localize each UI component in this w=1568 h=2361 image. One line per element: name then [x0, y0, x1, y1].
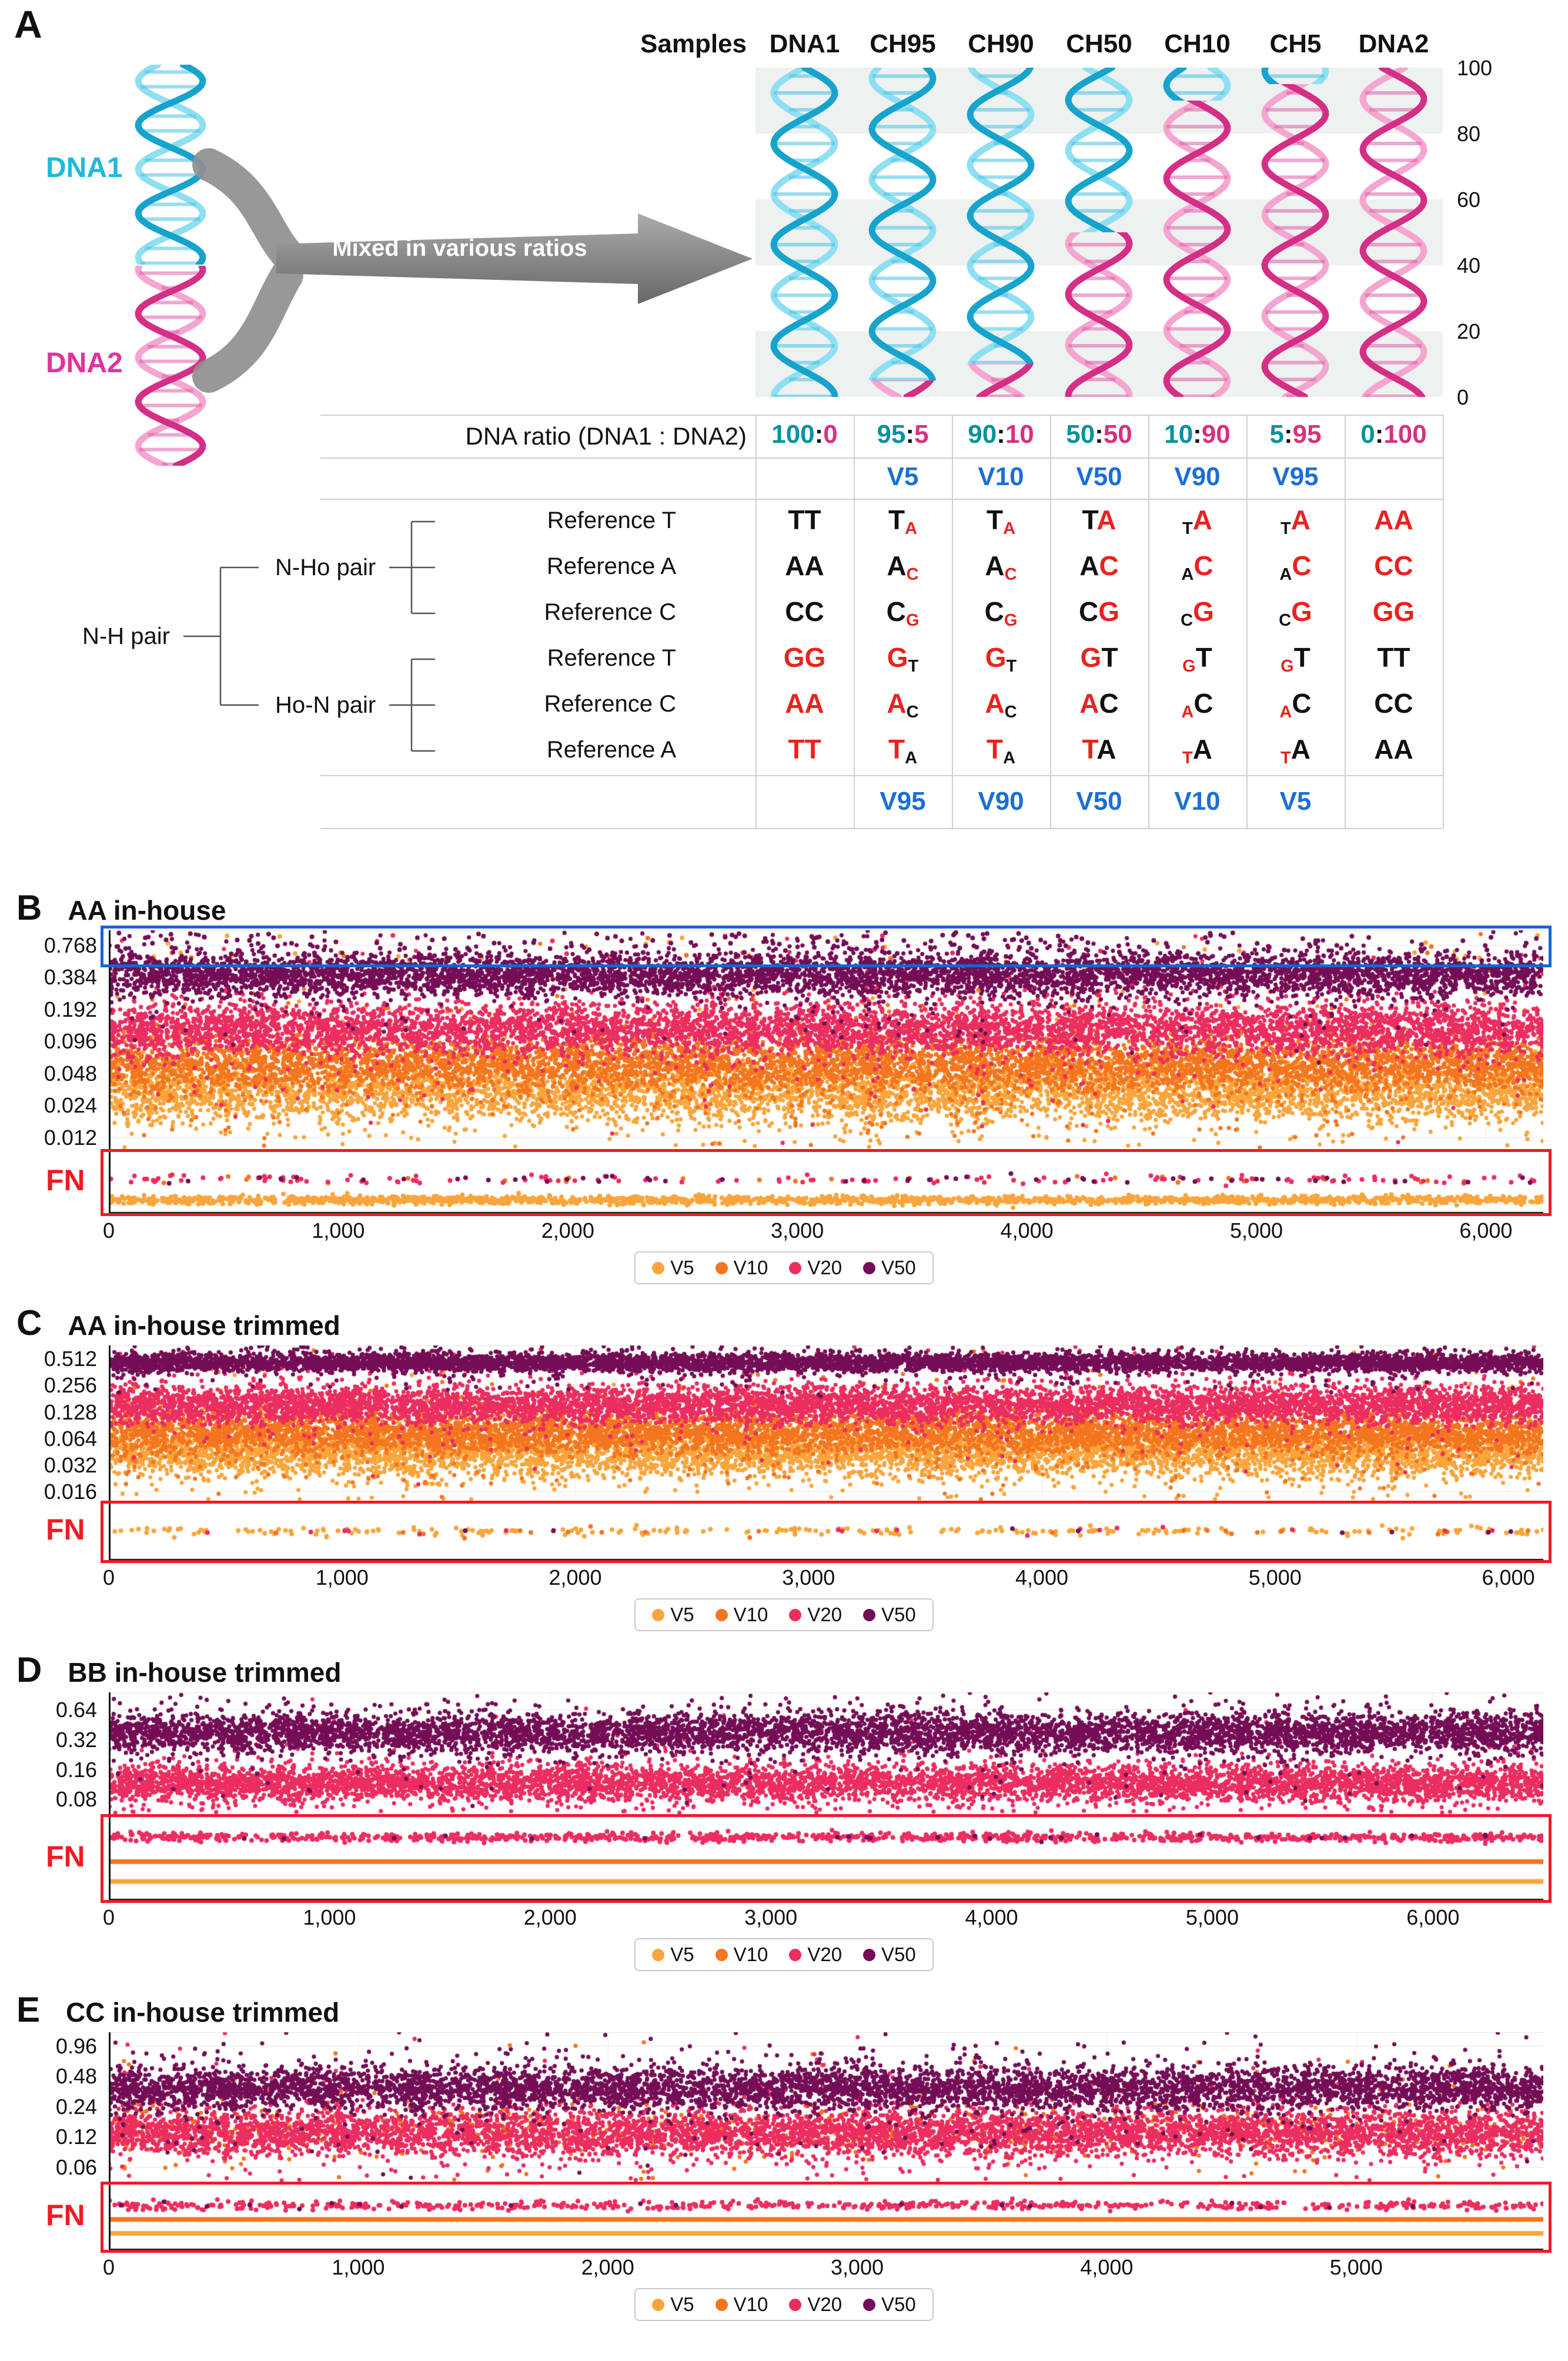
y-tick-label: 0.024: [44, 1093, 97, 1118]
genotype-cell: TT: [1377, 642, 1410, 673]
legend-label: V10: [733, 1943, 768, 1965]
genotype-cell: TA: [1182, 734, 1212, 767]
x-tick-label: 5,000: [1329, 2255, 1383, 2279]
y-tick-label: 0.32: [55, 1727, 97, 1752]
x-tick-label: 1,000: [332, 2255, 385, 2279]
sample-column-header: DNA1: [769, 29, 840, 58]
legend-dot: [863, 1609, 875, 1621]
genotype-cell: CG: [1279, 596, 1312, 630]
genotype-cell: CG: [886, 596, 920, 630]
percent-axis-tick: 20: [1457, 319, 1481, 343]
sample-helix-column: [1251, 68, 1340, 397]
sample-helix-column: [957, 68, 1045, 397]
fn-axis-label: FN: [46, 2198, 85, 2232]
y-tick-label: 0.06: [55, 2155, 97, 2179]
panel-b-letter: B: [16, 888, 42, 927]
legend-box: [634, 1938, 934, 1971]
genotype-cell: AC: [1279, 550, 1312, 584]
legend-dot: [652, 1609, 664, 1621]
genotype-cell: AA: [1374, 734, 1413, 764]
legend-dot: [789, 1609, 801, 1621]
genotype-cell: AC: [985, 688, 1017, 722]
panel-d-title: BB in-house trimmed: [68, 1657, 342, 1688]
genotype-cell: CC: [1374, 550, 1413, 581]
y-tick-label: 0.016: [44, 1480, 97, 1504]
dna-ratio-cell: 50:50: [1066, 420, 1132, 449]
legend-dot: [789, 1262, 801, 1274]
genotype-cell: AC: [1181, 688, 1213, 722]
y-tick-label: 0.48: [55, 2064, 97, 2089]
legend-item: [789, 1257, 842, 1279]
genotype-cell: CG: [1181, 596, 1214, 630]
y-tick-label: 0.012: [44, 1125, 97, 1150]
hon-pair-label: Ho-N pair: [275, 692, 376, 718]
x-tick-label: 5,000: [1248, 1565, 1302, 1589]
genotype-cell: TA: [1082, 734, 1116, 764]
table-line: [320, 499, 1443, 500]
dna-ratio-cell: 100:0: [771, 420, 838, 449]
y-tick-label: 0.048: [44, 1061, 97, 1086]
percent-axis-tick: 40: [1457, 253, 1481, 278]
genotype-cell: AC: [985, 550, 1017, 584]
x-tick-label: 2,000: [541, 1218, 594, 1243]
v-label-top: V95: [1272, 462, 1319, 491]
plot-area: [102, 930, 1543, 1243]
y-tick-label: 0.256: [44, 1373, 97, 1398]
percent-axis-tick: 80: [1457, 122, 1481, 146]
legend-item: [716, 2293, 768, 2316]
sample-column-header: DNA2: [1358, 29, 1429, 58]
legend-dot: [716, 1609, 728, 1621]
reference-row-label: Reference C: [544, 691, 676, 717]
v-label-top: V50: [1076, 462, 1122, 491]
sample-helix-column: [760, 68, 849, 397]
genotype-cell: CC: [785, 596, 824, 627]
panel-b: [0, 884, 1568, 1284]
y-tick-label: 0.064: [44, 1426, 97, 1451]
scatter-canvas: [109, 1345, 1543, 1561]
y-tick-label: 0.64: [55, 1697, 97, 1722]
legend-label: V10: [733, 2293, 768, 2315]
dna2-fraction: [1251, 68, 1340, 397]
legend-box: [634, 1251, 934, 1284]
table-line: [320, 775, 1443, 776]
legend-item: [863, 1257, 916, 1279]
reference-row-label: Reference T: [547, 645, 676, 671]
dna2-fraction: [1349, 68, 1438, 397]
legend-item: [716, 1257, 768, 1279]
percent-axis-tick: 100: [1457, 56, 1493, 80]
samples-header: Samples: [640, 29, 747, 58]
panel-d-letter: D: [16, 1650, 42, 1689]
genotype-cell: AA: [785, 550, 824, 581]
dna2-label: DNA2: [46, 348, 123, 379]
panel-b-legend: [0, 1251, 1568, 1284]
percent-axis-tick: 60: [1457, 188, 1481, 212]
reference-row-label: Reference C: [544, 599, 676, 625]
v-label-top: V10: [978, 462, 1024, 491]
v-label-bottom: V95: [880, 787, 926, 816]
panel-d-header: [0, 1647, 1568, 1688]
x-tick-label: 1,000: [315, 1565, 369, 1589]
dna-ratio-cell: 0:100: [1360, 420, 1427, 449]
x-tick-label: 2,000: [549, 1565, 602, 1589]
sample-column-header: CH50: [1066, 29, 1132, 58]
panel-c-letter: C: [16, 1303, 42, 1343]
x-tick-label: 6,000: [1482, 1565, 1535, 1589]
legend-label: V10: [733, 1257, 768, 1278]
legend-label: V50: [881, 2293, 916, 2315]
v-label-bottom: V90: [978, 787, 1024, 816]
nh-pair-label: N-H pair: [82, 623, 170, 649]
plot-area: [102, 1345, 1543, 1589]
table-line: [320, 828, 1443, 829]
scatter-canvas: [109, 2032, 1543, 2250]
panel-d: [0, 1647, 1568, 1971]
v-label-top: V5: [887, 462, 919, 491]
sample-helix-column: [1349, 68, 1438, 397]
y-tick-label: 0.192: [44, 997, 97, 1021]
genotype-cell: TA: [986, 734, 1016, 767]
dna-ratio-cell: 90:10: [968, 420, 1034, 449]
legend-dot: [716, 2299, 728, 2311]
sample-helix-column: [1153, 68, 1242, 397]
x-tick-label: 1,000: [303, 1905, 356, 1929]
panel-e-legend: [0, 2288, 1568, 2321]
legend-dot: [789, 1949, 801, 1961]
mix-arrow-text: Mixed in various ratios: [332, 235, 587, 261]
legend-dot: [652, 2299, 664, 2311]
x-tick-label: 0: [102, 2255, 115, 2279]
panel-e: [0, 1986, 1568, 2321]
x-tick-label: 5,000: [1185, 1905, 1239, 1929]
genotype-cell: AC: [1279, 688, 1312, 722]
y-tick-label: 0.768: [44, 933, 97, 957]
table-line: [320, 457, 1443, 459]
legend-dot: [789, 2299, 801, 2311]
panel-b-header: [0, 884, 1568, 926]
x-tick-label: 6,000: [1459, 1218, 1513, 1243]
x-tick-label: 6,000: [1406, 1905, 1460, 1929]
legend-box: [634, 2288, 934, 2321]
x-tick-label: 0: [102, 1565, 115, 1589]
ratio-row-label: DNA ratio (DNA1 : DNA2): [465, 422, 747, 450]
panel-a-label: A: [14, 2, 42, 46]
dna1-label: DNA1: [46, 152, 123, 183]
legend-item: [652, 1257, 694, 1279]
panel-c: [0, 1300, 1568, 1631]
genotype-cell: TA: [1281, 734, 1310, 767]
panel-c-title: AA in-house trimmed: [68, 1310, 340, 1341]
panel-e-plot: [0, 2032, 1568, 2281]
x-tick-label: 1,000: [312, 1218, 365, 1243]
genotype-cell: AC: [887, 550, 919, 584]
genotype-cell: AA: [1374, 505, 1413, 535]
legend-box: [634, 1598, 934, 1631]
fn-axis-label: FN: [46, 1839, 85, 1873]
dna1-fraction: [760, 68, 849, 397]
genotype-cell: AC: [887, 688, 919, 722]
y-tick-label: 0.12: [55, 2125, 97, 2149]
genotype-cell: AC: [1079, 550, 1119, 581]
legend-label: V20: [807, 2293, 842, 2315]
table-line: [1443, 415, 1444, 828]
x-tick-label: 3,000: [782, 1565, 835, 1589]
panel-a: [0, 0, 1568, 869]
panel-c-header: [0, 1300, 1568, 1341]
genotype-cell: GT: [1281, 642, 1310, 676]
dna-ratio-cell: 10:90: [1164, 420, 1231, 449]
legend-label: V5: [670, 1604, 694, 1625]
legend-label: V20: [807, 1604, 842, 1625]
legend-dot: [652, 1949, 664, 1961]
y-tick-label: 0.16: [55, 1757, 97, 1782]
reference-row-label: Reference A: [546, 737, 676, 763]
legend-item: [863, 1943, 916, 1966]
dna-ratio-cell: 95:5: [877, 420, 929, 449]
legend-dot: [863, 1949, 875, 1961]
sample-column-header: CH95: [870, 29, 936, 58]
legend-dot: [652, 1262, 664, 1274]
v-label-bottom: V50: [1076, 787, 1122, 816]
sample-column-header: CH90: [968, 29, 1034, 58]
fn-axis-label: FN: [46, 1513, 85, 1546]
genotype-cell: CG: [984, 596, 1018, 630]
genotype-cell: AC: [1181, 550, 1213, 584]
x-tick-label: 4,000: [1000, 1218, 1054, 1243]
legend-label: V10: [733, 1604, 768, 1625]
y-tick-label: 0.512: [44, 1347, 97, 1371]
genotype-cell: GT: [1080, 642, 1118, 673]
x-tick-label: 4,000: [1015, 1565, 1069, 1589]
y-tick-label: 0.24: [55, 2094, 97, 2119]
scatter-canvas: [109, 930, 1543, 1214]
genotype-cell: TA: [1182, 505, 1212, 538]
sample-helix-column: [1055, 68, 1144, 397]
x-tick-label: 4,000: [965, 1905, 1018, 1929]
samples-chart: [755, 68, 1443, 397]
legend-label: V50: [881, 1604, 916, 1625]
legend-label: V5: [670, 1943, 694, 1965]
reference-row-label: Reference A: [546, 553, 676, 579]
legend-item: [789, 1943, 842, 1966]
legend-dot: [716, 1262, 728, 1274]
genotype-cell: GG: [783, 642, 826, 673]
legend-dot: [863, 2299, 875, 2311]
sample-column-header: CH5: [1269, 29, 1322, 58]
x-tick-label: 0: [102, 1905, 115, 1929]
genotype-cell: TT: [788, 505, 821, 535]
table-line: [320, 415, 1443, 416]
sample-helix-column: [858, 68, 947, 397]
x-tick-label: 5,000: [1229, 1218, 1283, 1243]
genotype-cell: GT: [1182, 642, 1212, 676]
dna-ratio-cell: 5:95: [1269, 420, 1322, 449]
legend-item: [652, 2293, 694, 2316]
legend-label: V50: [881, 1257, 916, 1278]
genotype-cell: TA: [986, 505, 1016, 538]
panel-c-legend: [0, 1598, 1568, 1631]
scatter-canvas: [109, 1692, 1543, 1901]
panel-e-letter: E: [16, 1990, 41, 2029]
v-label-bottom: V10: [1174, 787, 1221, 816]
v-label-bottom: V5: [1279, 787, 1312, 816]
x-tick-label: 3,000: [744, 1905, 798, 1929]
reference-row-label: Reference T: [547, 507, 676, 533]
genotype-cell: GG: [1372, 596, 1415, 627]
genotype-cell: CC: [1374, 688, 1413, 719]
legend-label: V5: [670, 1257, 694, 1278]
fn-axis-label: FN: [46, 1164, 85, 1197]
legend-dot: [863, 1262, 875, 1274]
legend-item: [716, 1604, 768, 1626]
x-tick-label: 4,000: [1080, 2255, 1134, 2279]
y-tick-label: 0.128: [44, 1400, 97, 1424]
legend-label: V20: [807, 1943, 842, 1965]
legend-dot: [716, 1949, 728, 1961]
y-tick-label: 0.96: [55, 2033, 97, 2058]
genotype-cell: TA: [888, 734, 918, 767]
legend-item: [789, 2293, 842, 2316]
y-tick-label: 0.08: [55, 1787, 97, 1812]
panel-e-title: CC in-house trimmed: [66, 1996, 340, 2028]
nho-pair-label: N-Ho pair: [275, 555, 376, 580]
x-tick-label: 3,000: [830, 2255, 884, 2279]
dna1-fraction: [957, 68, 1045, 397]
y-tick-label: 0.096: [44, 1029, 97, 1054]
genotype-cell: AC: [1079, 688, 1119, 719]
y-tick-label: 0.032: [44, 1453, 97, 1478]
plot-area: [102, 1692, 1543, 1929]
genotype-cell: GT: [887, 642, 919, 676]
pair-brackets: [0, 0, 529, 823]
panel-c-plot: [0, 1345, 1568, 1591]
legend-item: [789, 1604, 842, 1626]
panel-b-title: AA in-house: [68, 894, 226, 926]
dna1-fraction: [858, 68, 947, 397]
x-tick-label: 2,000: [523, 1905, 577, 1929]
legend-label: V20: [807, 1257, 842, 1278]
plot-area: [102, 2032, 1543, 2279]
legend-label: V50: [881, 1943, 916, 1965]
legend-label: V5: [670, 2293, 694, 2315]
x-tick-label: 2,000: [581, 2255, 634, 2279]
legend-item: [863, 2293, 916, 2316]
legend-item: [716, 1943, 768, 1966]
x-tick-label: 0: [102, 1218, 115, 1243]
legend-item: [652, 1604, 694, 1626]
panel-d-legend: [0, 1938, 1568, 1971]
legend-item: [863, 1604, 916, 1626]
legend-item: [652, 1943, 694, 1966]
panel-d-plot: [0, 1692, 1568, 1931]
panel-b-plot: [0, 930, 1568, 1244]
panel-e-header: [0, 1986, 1568, 2028]
percent-axis-tick: 0: [1457, 385, 1469, 409]
genotype-cell: AA: [785, 688, 824, 719]
genotype-cell: GT: [985, 642, 1017, 676]
genotype-cell: TA: [1281, 505, 1310, 538]
genotype-cell: TA: [1082, 505, 1116, 535]
dna2-fraction: [1153, 68, 1242, 397]
genotype-cell: TT: [788, 734, 821, 764]
sample-column-header: CH10: [1164, 29, 1231, 58]
v-label-top: V90: [1174, 462, 1221, 491]
genotype-cell: TA: [888, 505, 918, 538]
x-tick-label: 3,000: [771, 1218, 824, 1243]
genotype-cell: CG: [1078, 596, 1119, 627]
y-tick-label: 0.384: [44, 965, 97, 990]
